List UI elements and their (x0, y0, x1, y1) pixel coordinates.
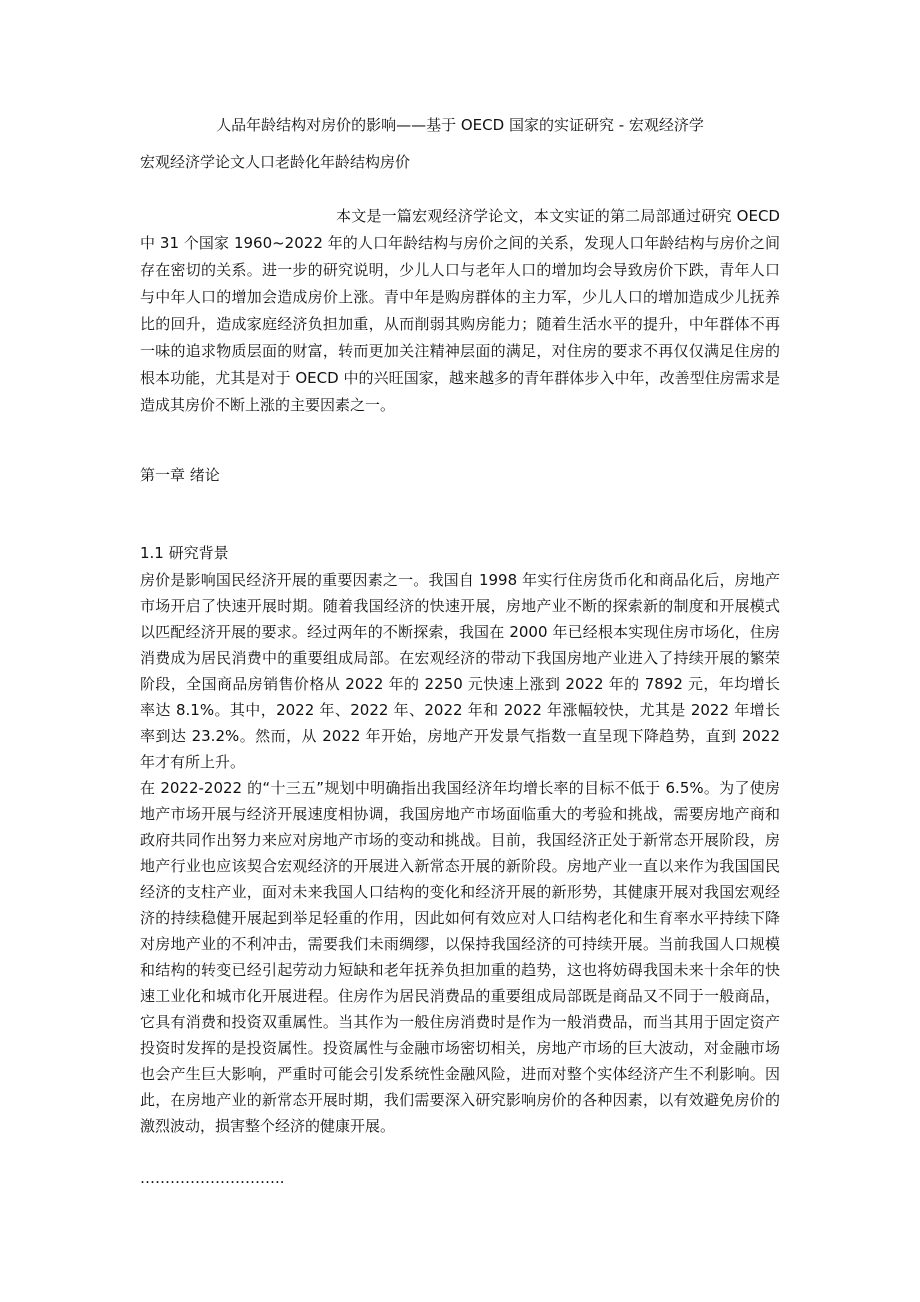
continuation-dots: ……………………….. (140, 1169, 285, 1187)
chapter-heading: 第一章 绪论 (140, 466, 220, 484)
body-text (140, 567, 780, 1139)
document-title: 人品年龄结构对房价的影响——基于 OECD 国家的实证研究 - 宏观经济学 (216, 116, 704, 134)
section-heading: 1.1 研究背景 (140, 544, 229, 562)
abstract-paragraph: 本文是一篇宏观经济学论文，本文实证的第二局部通过研究 OECD 中 31 个国家 1960~2022 年的人口年龄结构与房价之间的关系，发现人口年龄结构与房价之间存在密切的关系。进一步的研究说明，少儿人口与老年人口的增加均会导致房价下跌，青年人口与中年人口的增加会造成房价上涨。青中年是购房群体的主力军，少儿人口的增加造成少儿抚养比的回升，造成家庭经济负担加重，从而削弱其购房能力；随着生活水平的提升，中年群体不再一味的追求物质层面的财富，转而更加关注精神层面的满足，对住房的要求不再仅仅满足住房的根本功能，尤其是对于 OECD 中的兴旺国家，越来越多的青年群体步入中年，改善型住房需求是造成其房价不断上涨的主要因素之一。 (140, 207, 780, 414)
keywords-line: 宏观经济学论文人口老龄化年龄结构房价 (140, 153, 411, 171)
body-paragraph-2: 在 2022-2022 的“十三五”规划中明确指出我国经济年均增长率的目标不低于 6.5%。为了使房地产市场开展与经济开展速度相协调，我国房地产市场面临重大的考验和挑战，需要房地产商和政府共同作出努力来应对房地产市场的变动和挑战。目前，我国经济正处于新常态开展阶段，房地产行业也应该契合宏观经济的开展进入新常态开展的新阶段。房地产业一直以来作为我国国民经济的支柱产业，面对未来我国人口结构的变化和经济开展的新形势，其健康开展对我国宏观经济的持续稳健开展起到举足轻重的作用，因此如何有效应对人口结构老化和生育率水平持续下降对房地产业的不利冲击，需要我们未雨绸缪，以保持我国经济的可持续开展。当前我国人口规模和结构的转变已经引起劳动力短缺和老年抚养负担加重的趋势，这也将妨碍我国未来十余年的快速工业化和城市化开展进程。住房作为居民消费品的重要组成局部既是商品又不同于一般商品，它具有消费和投资双重属性。当其作为一般住房消费时是作为一般消费品，而当其用于固定资产投资时发挥的是投资属性。投资属性与金融市场密切相关，房地产市场的巨大波动，对金融市场也会产生巨大影响，严重时可能会引发系统性金融风险，进而对整个实体经济产生不利影响。因此，在房地产业的新常态开展时期，我们需要深入研究影响房价的各种因素，以有效避免房价的激烈波动，损害整个经济的健康开展。 (140, 779, 780, 1135)
body-paragraph-1: 房价是影响国民经济开展的重要因素之一。我国自 1998 年实行住房货币化和商品化后，房地产市场开启了快速开展时期。随着我国经济的快速开展，房地产业不断的探索新的制度和开展模式以匹配经济开展的要求。经过两年的不断探索，我国在 2000 年已经根本实现住房市场化，住房消费成为居民消费中的重要组成局部。在宏观经济的带动下我国房地产业进入了持续开展的繁荣阶段，全国商品房销售价格从 2022 年的 2250 元快速上涨到 2022 年的 7892 元，年均增长率达 8.1%。其中，2022 年、2022 年、2022 年和 2022 年涨幅较快，尤其是 2022 年增长率到达 23.2%。然而，从 2022 年开始，房地产开发景气指数一直呈现下降趋势，直到 2022 年才有所上升。 (140, 571, 780, 771)
